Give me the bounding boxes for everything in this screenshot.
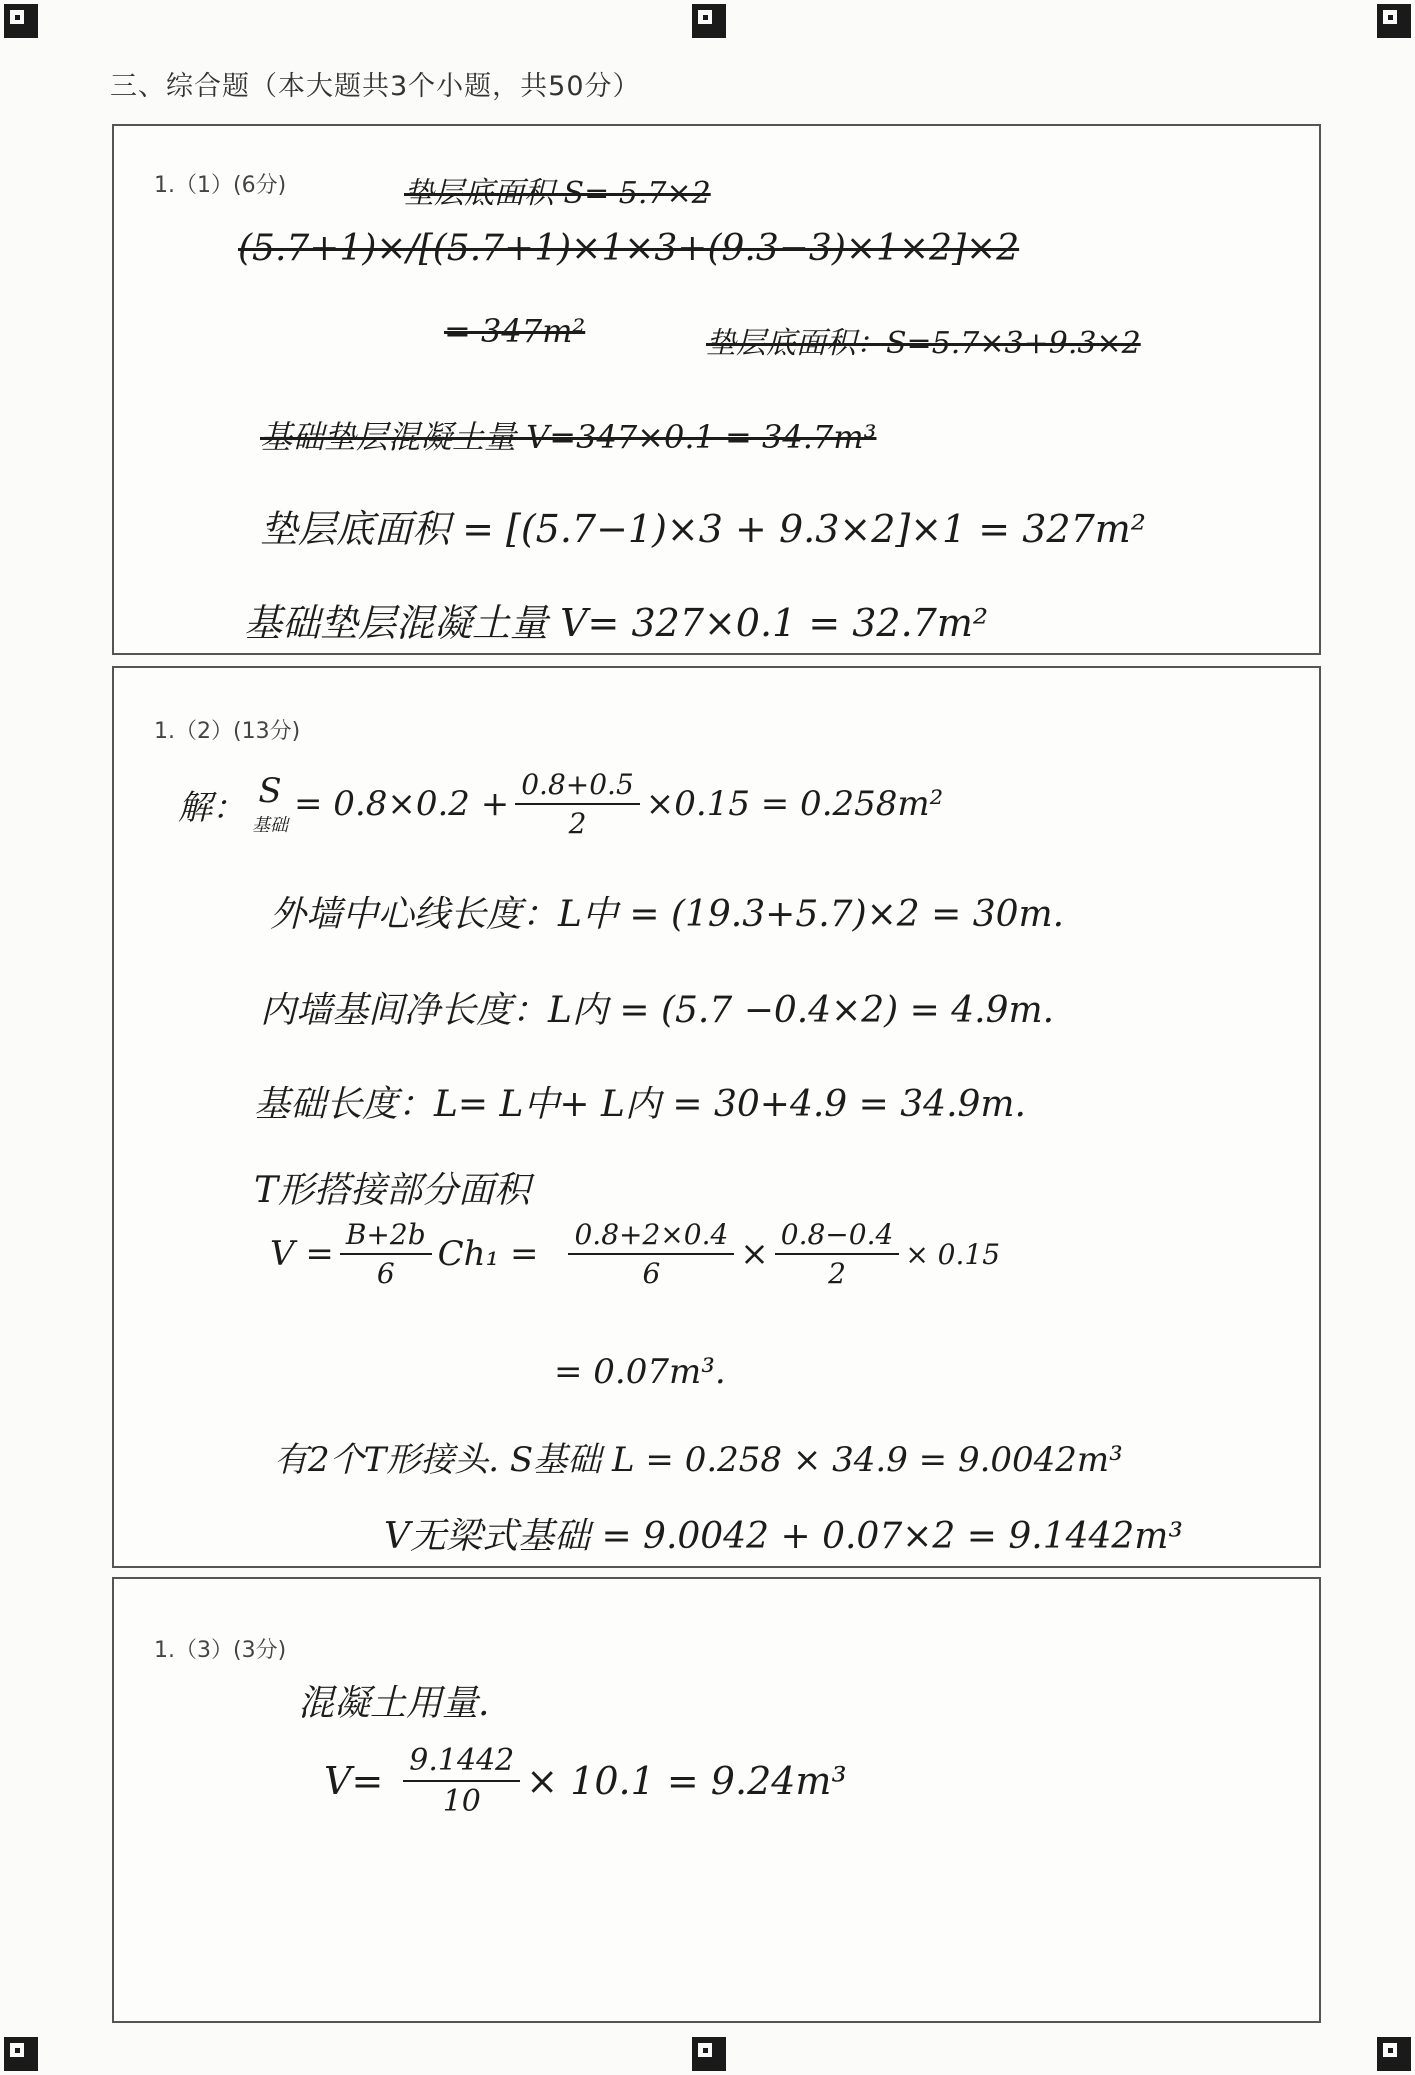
fraction-numerator: 9.1442: [403, 1743, 520, 1782]
t-joint-volume-equation: [270, 1218, 1000, 1290]
struck-answer-line: 垫层底面积：S=5.7×3+9.3×2: [706, 326, 1141, 361]
multiply-sign: ×: [740, 1234, 769, 1274]
answer-line: 垫层底面积 = [(5.7−1)×3 + 9.3×2]×1 = 327m²: [260, 507, 1147, 551]
concrete-usage-heading: 混凝土用量.: [298, 1683, 490, 1724]
area-expression-part: = 0.8×0.2 +: [294, 784, 510, 824]
t-joint-count-line: 有2个T形接头. S基础 L = 0.258 × 34.9 = 9.0042m³: [274, 1440, 1123, 1480]
struck-answer-line: (5.7+1)×/[(5.7+1)×1×3+(9.3−3)×1×2]×2: [238, 228, 1020, 269]
fraction-numerator: 0.8+2×0.4: [568, 1218, 734, 1255]
area-expression-part: ×0.15 = 0.258m²: [645, 784, 944, 824]
registration-marker: [4, 2037, 38, 2071]
question-label: 1.（1）(6分): [154, 173, 287, 198]
foundation-length: 基础长度：L= L中+ L内 = 30+4.9 = 34.9m.: [254, 1084, 1026, 1125]
concrete-usage-equation: [324, 1743, 847, 1819]
fraction: [403, 1743, 520, 1819]
fraction-numerator: B+2b: [340, 1218, 432, 1255]
struck-answer-line: 基础垫层混凝土量 V=347×0.1 = 34.7m³: [260, 418, 877, 456]
area-symbol-subscript: 基础: [252, 815, 288, 836]
fraction-denominator: 6: [642, 1257, 661, 1290]
solve-prefix: 解：: [178, 787, 246, 828]
section-title: 三、综合题（本大题共3个小题，共50分）: [110, 71, 641, 102]
t-joint-volume-result: = 0.07m³.: [554, 1352, 726, 1392]
registration-marker: [4, 4, 38, 38]
area-symbol-letter: S: [258, 771, 282, 811]
registration-marker: [1377, 2037, 1411, 2071]
fraction-denominator: 2: [828, 1257, 846, 1290]
fraction-numerator: 0.8−0.4: [775, 1218, 900, 1255]
struck-answer-line: 垫层底面积 S= 5.7×2: [404, 176, 711, 211]
struck-answer-line: = 347m²: [444, 312, 586, 350]
inner-wall-length: 内墙基间净长度：L内 = (5.7 −0.4×2) = 4.9m.: [260, 990, 1055, 1031]
final-volume-line: V无梁式基础 = 9.0042 + 0.07×2 = 9.1442m³: [384, 1516, 1183, 1557]
answer-line: 基础垫层混凝土量 V= 327×0.1 = 32.7m²: [244, 601, 989, 645]
t-joint-heading: T形搭接部分面积: [254, 1170, 531, 1211]
fraction: [515, 768, 640, 840]
fraction-denominator: 2: [568, 807, 587, 840]
fraction: [775, 1218, 900, 1290]
registration-marker: [692, 4, 726, 38]
registration-marker: [692, 2037, 726, 2071]
fraction: [340, 1218, 432, 1290]
outer-wall-length: 外墙中心线长度：L中 = (19.3+5.7)×2 = 30m.: [270, 894, 1065, 935]
question-label: 1.（2）(13分): [154, 719, 301, 744]
area-symbol: [252, 771, 288, 837]
fraction-numerator: 0.8+0.5: [515, 768, 640, 805]
volume-prefix: V=: [324, 1759, 384, 1803]
volume-expression-part: × 0.15: [905, 1237, 1001, 1271]
answer-box-q1-2: [112, 666, 1321, 1568]
volume-expression-part: Ch₁ =: [437, 1234, 539, 1274]
volume-expression-part: × 10.1 = 9.24m³: [526, 1759, 847, 1803]
fraction-denominator: 6: [376, 1257, 395, 1290]
answer-box-q1-1: [112, 124, 1321, 655]
question-label: 1.（3）(3分): [154, 1638, 287, 1663]
volume-prefix: V =: [270, 1234, 334, 1274]
answer-box-q1-3: [112, 1577, 1321, 2023]
fraction-denominator: 10: [442, 1784, 481, 1819]
area-equation: [178, 768, 943, 840]
fraction: [568, 1218, 734, 1290]
registration-marker: [1377, 4, 1411, 38]
